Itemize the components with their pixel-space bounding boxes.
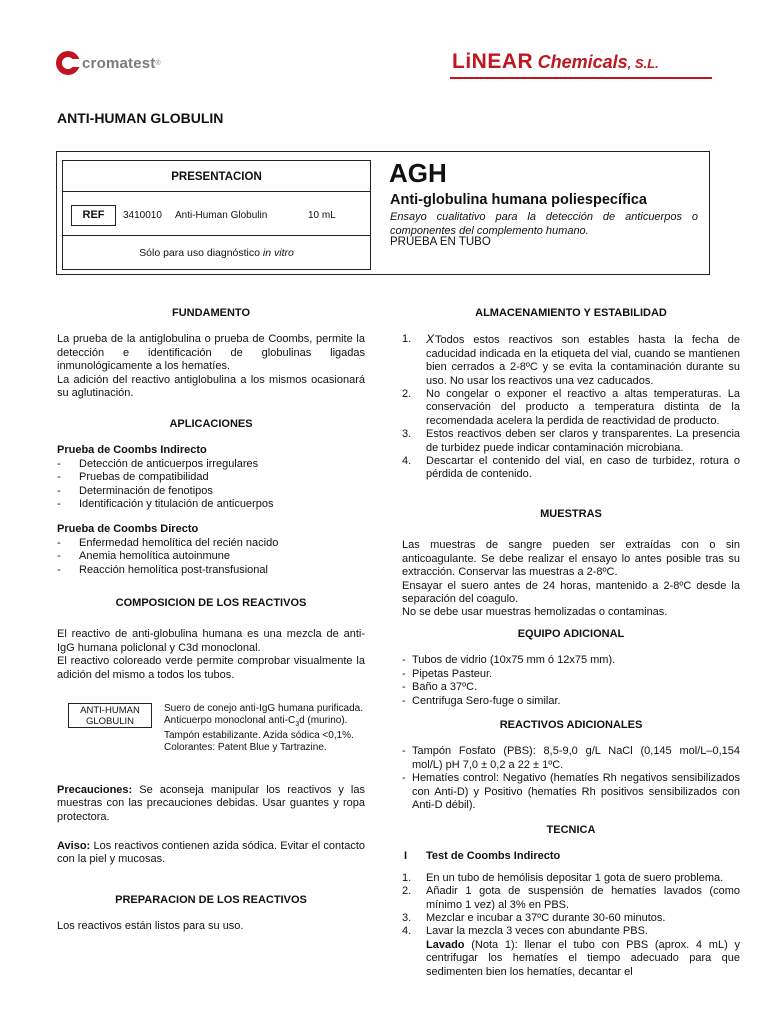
section-preparacion [57,894,365,934]
logo-underline [450,77,712,79]
linear-wordmark: LiNEAR [452,50,534,73]
list-item: - Determinación de fenotipos [57,485,365,498]
aviso-label: Aviso: [57,840,91,852]
preparacion-p1: Los reactivos están listos para su uso. [57,920,244,933]
heading-fundamento: FUNDAMENTO [171,307,250,319]
list-item [402,388,740,428]
item-number: 1. [402,871,412,884]
ref-label: REF [71,205,116,226]
item-text: Todos estos reactivos son estables hasta la fecha de caducidad indicada en la etiqueta del vial, cuando se mantienen bien cerrados a 2-8ºC y se evita la contaminación durante su uso. No usar los reactivos una vez caducados. [426,334,740,387]
section-aplicaciones [57,418,365,577]
cromatest-logo [56,50,161,76]
direct-list [57,537,365,577]
list-item [402,455,740,482]
item-number: 4. [402,925,412,938]
section-almacenamiento [402,307,740,482]
list-item [402,428,740,455]
product-description: Ensayo cualitativo para la detección de anticuerpos o componentes del complemento humano. [390,211,698,237]
reagent-line4: Colorantes: Patent Blue y Tartrazine. [164,741,327,753]
tecnica-sub-number: I [404,850,408,863]
reagent-line2-text: Anticuerpo monoclonal anti-C [164,714,296,726]
list-item: - Reacción hemolítica post-transfusional [57,564,365,577]
direct-title: Prueba de Coombs Directo [57,523,199,536]
reagent-line2-end: d (murino). [299,714,348,726]
sl-wordmark: , S.L. [627,56,659,71]
list-item [402,333,740,388]
equipo-list [402,654,740,708]
section-muestras [402,508,740,620]
muestras-p1: Las muestras de sangre pueden ser extraídas con o sin anticoagulante. Se debe realizar el ensayo lo antes posible tras su extracción. Conservar las muestras a 2-8ºC. [402,539,740,579]
item-text: Lavar la mezcla 3 veces con abundante PBS. [426,925,648,938]
fundamento-p2: La adición del reactivo antiglobulina a los mismos ocasionará su aglutinación. [57,373,365,400]
indirect-title: Prueba de Coombs Indirecto [57,444,207,457]
divider [63,235,370,236]
list-item: - Enfermedad hemolítica del recién nacido [57,537,365,550]
reagent-label-line2: GLOBULIN [85,716,135,727]
product-name: Anti-globulina humana poliespecífica [390,192,647,208]
section-equipo [402,628,740,708]
heading-tecnica: TECNICA [546,824,596,836]
tecnica-list [402,872,740,979]
precauciones-text: Se aconseja manipular los reactivos y las muestras con las precauciones debidas. Usar guantes y ropa protectora. [57,784,365,823]
precauciones-paragraph [57,784,365,824]
heading-aplicaciones: APLICACIONES [169,418,253,430]
reagent-description [164,703,364,753]
list-item: - Hematíes control: Negativo (hematíes Rh negativos sensibilizados con Anti-D) y Positivo (hematíes Rh positivos sensibilizados con Anti-D débil). [402,772,740,812]
cromatest-wordmark: cromatest [82,54,156,72]
heading-reactivos-adicionales: REACTIVOS ADICIONALES [499,719,643,731]
diagnostic-prefix: Sólo para uso diagnóstico [139,247,260,259]
aviso-text: Los reactivos contienen azida sódica. Evitar el contacto con la piel y mucosas. [57,840,365,866]
item-number: 3. [402,428,412,441]
list-item: - Identificación y titulación de anticuerpos [57,498,365,511]
diagnostic-italic: in vitro [262,247,294,259]
item-number: 3. [402,912,412,925]
item-text: Mezclar e incubar a 37ºC durante 30-60 minutos. [426,912,666,925]
product-method: PRUEBA EN TUBO [390,236,491,248]
chemicals-wordmark: Chemicals [537,52,628,72]
reagent-label-box [68,703,152,728]
precauciones-label: Precauciones: [57,784,133,796]
aviso-paragraph [57,840,365,867]
list-item: - Detección de anticuerpos irregulares [57,458,365,471]
section-composicion [57,597,365,682]
item-text: Estos reactivos deben ser claros y transparentes. La presencia de turbidez puede indicar contaminación microbiana. [426,428,740,454]
muestras-p3: No se debe usar muestras hemolizadas o contaminas. [402,606,668,619]
reagent-label-line1: ANTI-HUMAN [80,705,140,716]
item-number: 4. [402,455,412,468]
composicion-p2: El reactivo coloreado verde permite comprobar visualmente la adición del mismo a todos los tubos. [57,655,365,681]
list-item [402,885,740,912]
lavado-text: (Nota 1): llenar el tubo con PBS (aprox. 4 mL) y centrifugar los hematíes el tiempo adecuado para que sedimenten bien los hematíes, decantar el [426,938,740,978]
heading-equipo: EQUIPO ADICIONAL [517,628,625,640]
list-item: - Baño a 37ºC. [402,681,740,694]
lavado-paragraph [426,939,740,979]
diagnostic-note [63,247,370,259]
composicion-p1: El reactivo de anti-globulina humana es una mezcla de anti-IgG humana policlonal y C3d monoclonal. [57,628,365,654]
presentation-title: PRESENTACION [171,171,262,183]
item-number: 2. [402,885,412,898]
indirect-list [57,458,365,512]
ref-name: Anti-Human Globulin [175,210,268,221]
tecnica-sub-title: Test de Coombs Indirecto [426,850,561,863]
lavado-label: Lavado [426,938,465,951]
section-reactivos-adicionales [402,719,740,812]
heading-composicion: COMPOSICION DE LOS REACTIVOS [115,597,307,609]
list-item [402,912,740,925]
reactivos-list [402,745,740,812]
list-item: - Anemia hemolítica autoinmune [57,550,365,563]
reagent-line2 [164,715,364,731]
cromatest-c-icon [56,51,80,75]
reagent-line2-sub: 3 [295,720,300,728]
list-item: - Tubos de vidrio (10x75 mm ó 12x75 mm). [402,654,740,667]
item-number: 1. [402,333,412,346]
muestras-p2: Ensayar el suero antes de 24 horas, mantenido a 2-8ºC desde la separación del coagulo. [402,579,740,606]
list-item: - Pruebas de compatibilidad [57,471,365,484]
registered-mark: ® [155,59,161,67]
fundamento-p1: La prueba de la antiglobulina o prueba de Coombs, permite la detección e identificación de globulinas ligadas inmunológicamente a los hematíes. [57,333,365,373]
heading-muestras: MUESTRAS [540,508,602,520]
list-item: - Pipetas Pasteur. [402,668,740,681]
almacenamiento-list [402,333,740,481]
list-item: - Tampón Fosfato (PBS): 8,5-9,0 g/L NaCl (0,145 mol/L–0,154 mol/L) pH 7,0 ± 0,2 a 22 ± 1ºC. [402,745,740,772]
ref-volume: 10 mL [308,210,336,221]
product-code: AGH [389,158,447,188]
item-text: No congelar o exponer el reactivo a altas temperaturas. La conservación del producto a temperatura distinta de la recomendada acelera la perdida de reactividad de producto. [426,388,740,427]
hourglass-icon: X [426,332,435,347]
linear-chemicals-logo [452,50,712,78]
document-title: ANTI-HUMAN GLOBULIN [57,110,224,126]
heading-preparacion: PREPARACION DE LOS REACTIVOS [115,894,307,906]
tecnica-subheading [402,850,740,863]
item-text: Añadir 1 gota de suspensión de hematíes lavados (como mínimo 1 vez) al 3% en PBS. [426,885,740,911]
item-text: Descartar el contenido del vial, en caso de turbidez, rotura o pérdida de contenido. [426,455,740,481]
reagent-line1: Suero de conejo anti-IgG humana purificada. [164,703,364,714]
section-fundamento [57,307,365,400]
list-item: - Centrifuga Sero-fuge o similar. [402,695,740,708]
reagent-line3: Tampón estabilizante. Azida sódica <0,1%. [164,730,354,742]
ref-code: 3410010 [123,210,162,221]
item-number: 2. [402,388,412,401]
list-item [402,872,740,885]
list-item [402,925,740,979]
section-tecnica [402,824,740,979]
heading-almacenamiento: ALMACENAMIENTO Y ESTABILIDAD [475,307,667,319]
item-text: En un tubo de hemólisis depositar 1 gota de suero problema. [426,871,724,884]
presentation-box [62,160,371,270]
divider [63,191,370,192]
